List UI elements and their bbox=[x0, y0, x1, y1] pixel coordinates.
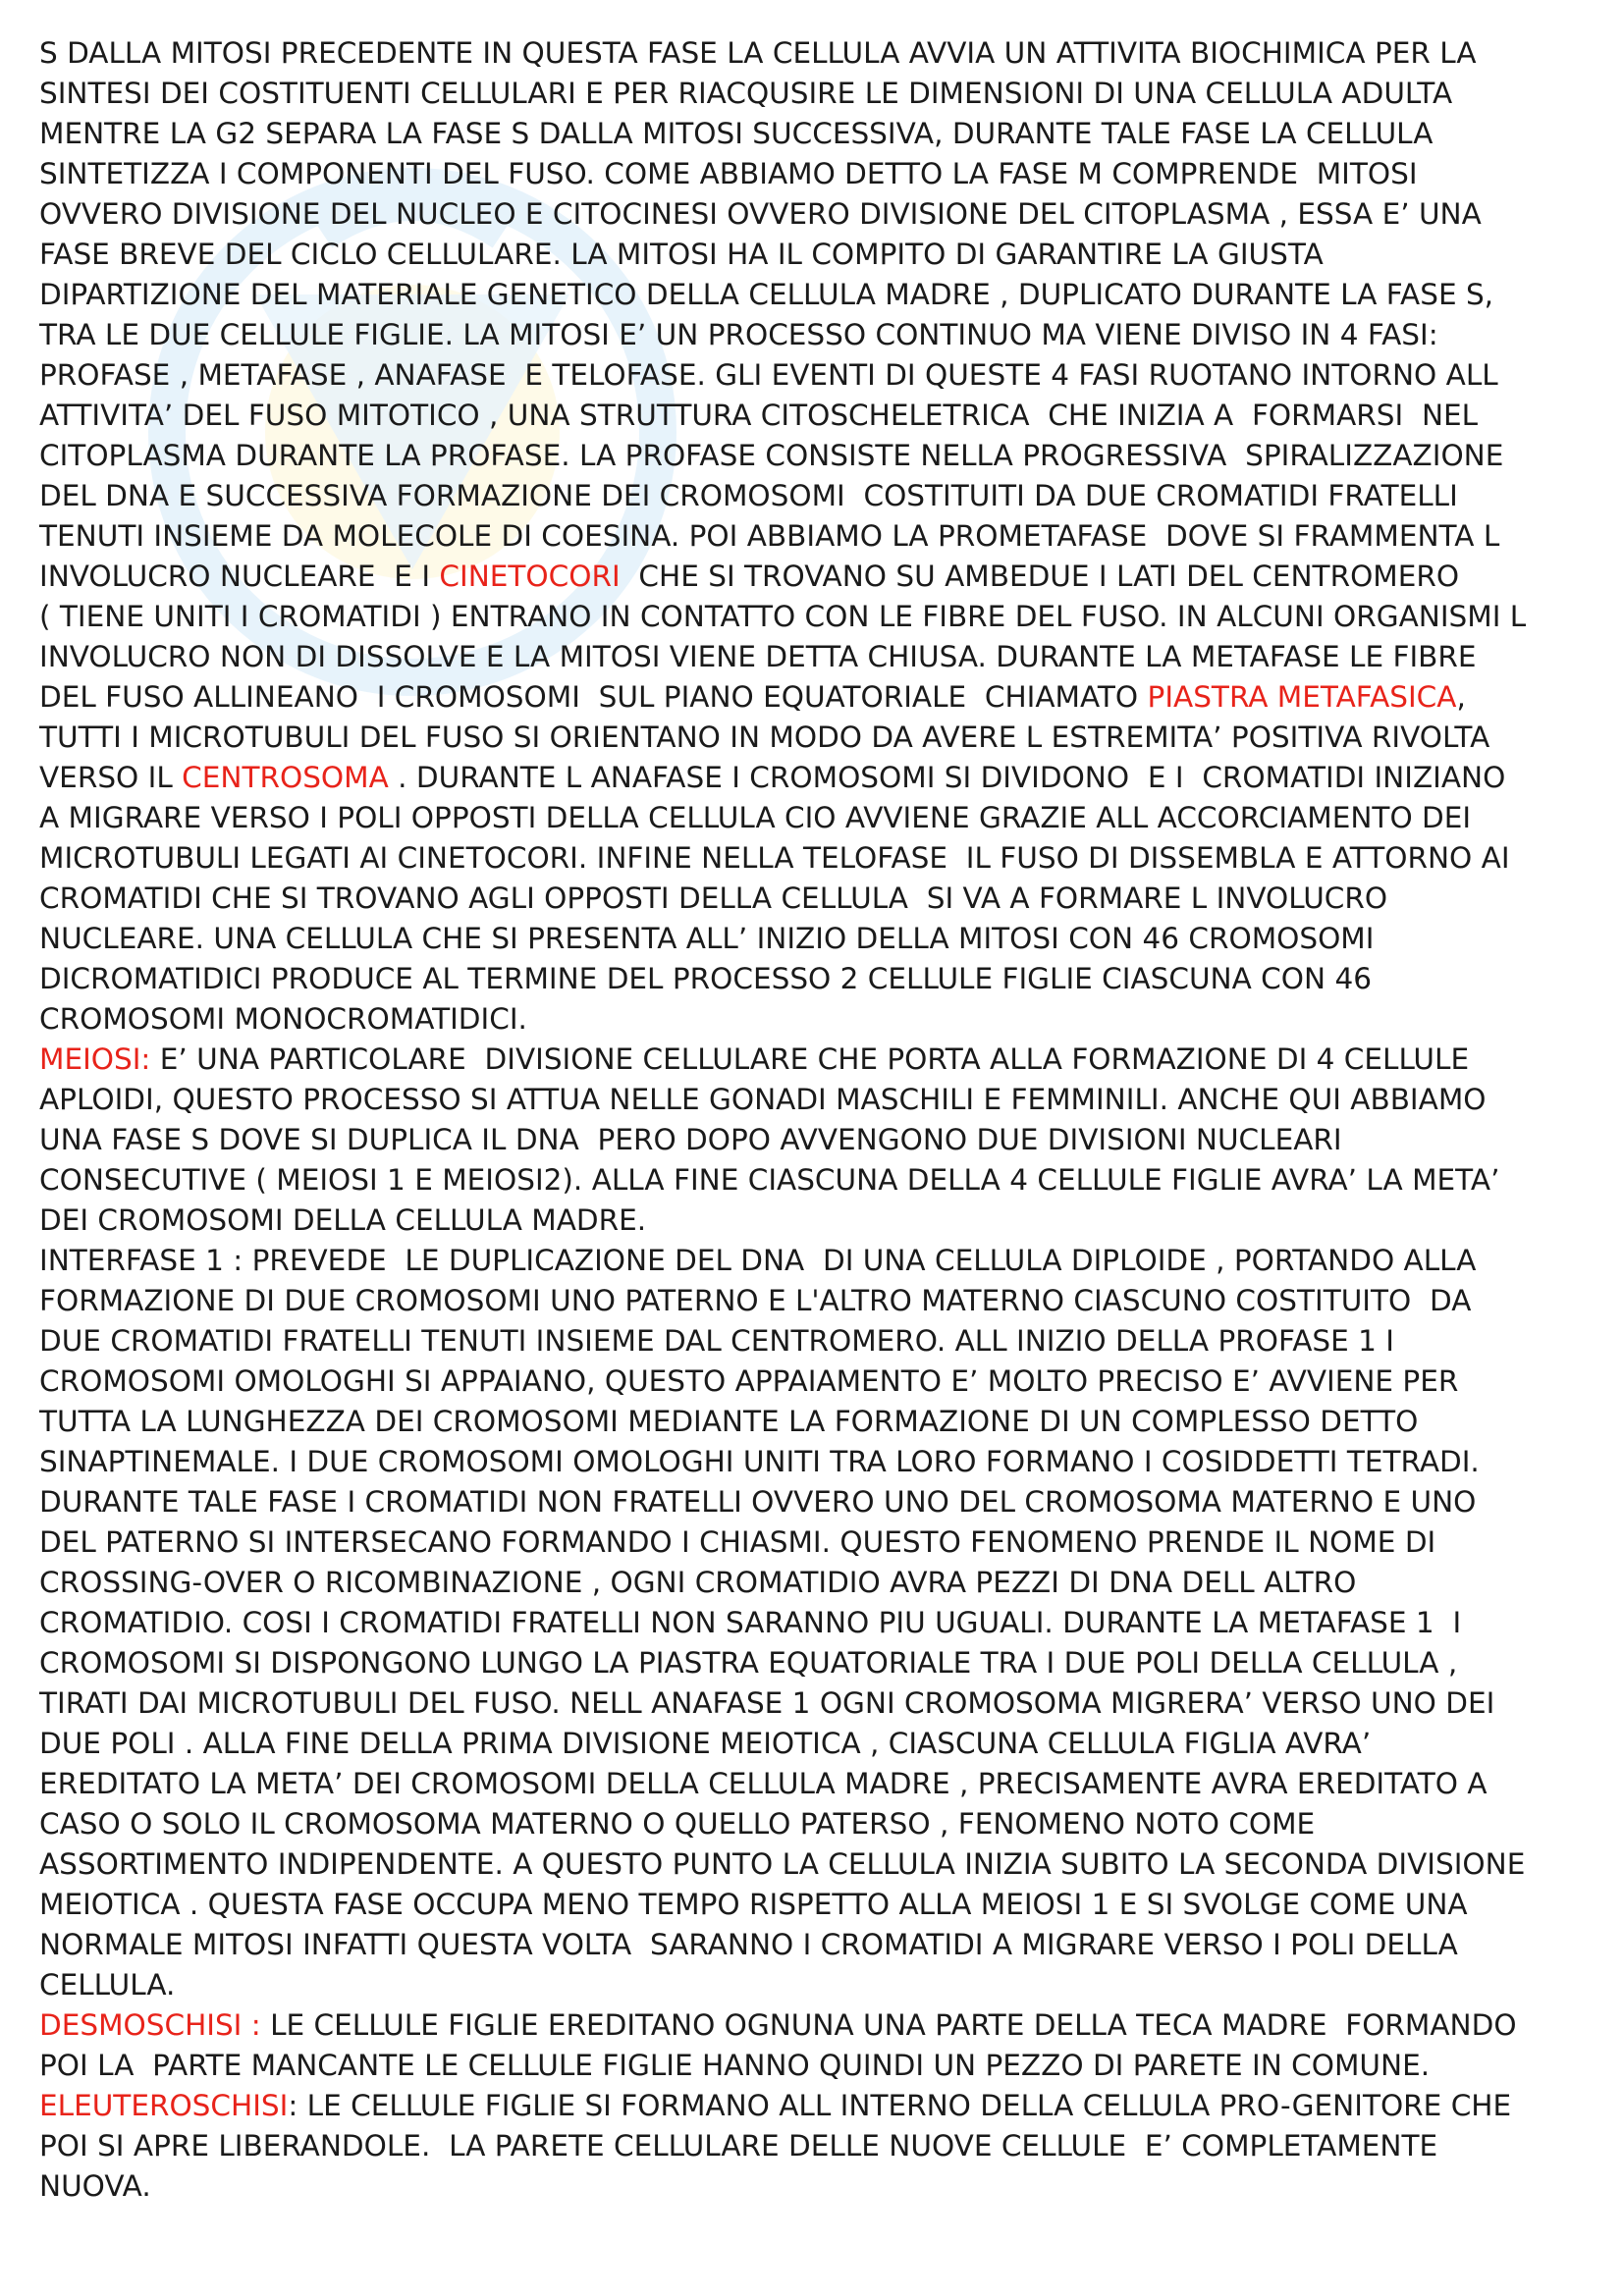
text-segment: DEL DNA E SUCCESSIVA FORMAZIONE DEI CROMOSOMI COSTITUITI DA DUE CROMATIDI FRATELLI bbox=[39, 479, 1458, 512]
text-segment: CONSECUTIVE ( MEIOSI 1 E MEIOSI2). ALLA FINE CIASCUNA DELLA 4 CELLULE FIGLIE AVRA’ LA META’ bbox=[39, 1163, 1500, 1197]
highlighted-term: DESMOSCHISI : bbox=[39, 2008, 261, 2042]
text-segment: INVOLUCRO NON DI DISSOLVE E LA MITOSI VIENE DETTA CHIUSA. DURANTE LA METAFASE LE FIBRE bbox=[39, 640, 1477, 673]
text-line bbox=[39, 476, 1600, 516]
highlighted-term: ELEUTEROSCHISI bbox=[39, 2089, 289, 2122]
text-segment: MICROTUBULI LEGATI AI CINETOCORI. INFINE NELLA TELOFASE IL FUSO DI DISSEMBLA E ATTORNO AI bbox=[39, 841, 1510, 875]
text-line bbox=[39, 718, 1600, 758]
text-line bbox=[39, 1040, 1600, 1080]
text-segment: DEI CROMOSOMI DELLA CELLULA MADRE. bbox=[39, 1203, 647, 1237]
text-segment: PROFASE , METAFASE , ANAFASE E TELOFASE. GLI EVENTI DI QUESTE 4 FASI RUOTANO INTORNO ALL bbox=[39, 358, 1498, 392]
text-segment: CITOPLASMA DURANTE LA PROFASE. LA PROFASE CONSISTE NELLA PROGRESSIVA SPIRALIZZAZIONE bbox=[39, 439, 1504, 472]
text-segment: , bbox=[1456, 680, 1466, 714]
text-line bbox=[39, 2126, 1600, 2166]
text-line bbox=[39, 33, 1600, 74]
text-line bbox=[39, 1241, 1600, 1281]
text-segment: DEL FUSO ALLINEANO I CROMOSOMI SUL PIANO EQUATORIALE CHIAMATO bbox=[39, 680, 1148, 714]
text-segment: DUE CROMATIDI FRATELLI TENUTI INSIEME DAL CENTROMERO. ALL INIZIO DELLA PROFASE 1 I bbox=[39, 1324, 1394, 1358]
text-segment: . DURANTE L ANAFASE I CROMOSOMI SI DIVIDONO E I CROMATIDI INIZIANO bbox=[388, 761, 1506, 794]
text-line bbox=[39, 2166, 1600, 2207]
text-line bbox=[39, 1925, 1600, 1965]
text-line bbox=[39, 74, 1600, 114]
text-segment: DICROMATIDICI PRODUCE AL TERMINE DEL PROCESSO 2 CELLULE FIGLIE CIASCUNA CON 46 bbox=[39, 962, 1372, 995]
text-segment: CROMATIDI CHE SI TROVANO AGLI OPPOSTI DELLA CELLULA SI VA A FORMARE L INVOLUCRO bbox=[39, 881, 1388, 915]
text-line bbox=[39, 1804, 1600, 1844]
text-segment: OVVERO DIVISIONE DEL NUCLEO E CITOCINESI OVVERO DIVISIONE DEL CITOPLASMA , ESSA E’ UNA bbox=[39, 197, 1482, 231]
text-line bbox=[39, 1362, 1600, 1402]
text-segment: TIRATI DAI MICROTUBULI DEL FUSO. NELL ANAFASE 1 OGNI CROMOSOMA MIGRERA’ VERSO UNO DEI bbox=[39, 1686, 1495, 1720]
text-segment: NUCLEARE. UNA CELLULA CHE SI PRESENTA ALL’ INIZIO DELLA MITOSI CON 46 CROMOSOMI bbox=[39, 922, 1375, 955]
text-segment: SINTETIZZA I COMPONENTI DEL FUSO. COME ABBIAMO DETTO LA FASE M COMPRENDE MITOSI bbox=[39, 157, 1418, 190]
text-segment: : LE CELLULE FIGLIE SI FORMANO ALL INTERNO DELLA CELLULA PRO-GENITORE CHE bbox=[288, 2089, 1512, 2122]
text-segment: FASE BREVE DEL CICLO CELLULARE. LA MITOSI HA IL COMPITO DI GARANTIRE LA GIUSTA bbox=[39, 238, 1324, 271]
text-segment: VERSO IL bbox=[39, 761, 183, 794]
highlighted-term: MEIOSI: bbox=[39, 1042, 151, 1076]
text-segment: NORMALE MITOSI INFATTI QUESTA VOLTA SARANNO I CROMATIDI A MIGRARE VERSO I POLI DELLA bbox=[39, 1928, 1458, 1961]
text-line bbox=[39, 959, 1600, 999]
text-line bbox=[39, 1120, 1600, 1160]
text-line bbox=[39, 355, 1600, 396]
text-segment: NUOVA. bbox=[39, 2169, 151, 2203]
text-segment: DEL PATERNO SI INTERSECANO FORMANDO I CHIASMI. QUESTO FENOMENO PRENDE IL NOME DI bbox=[39, 1525, 1436, 1559]
text-line bbox=[39, 1160, 1600, 1201]
text-segment: ( TIENE UNITI I CROMATIDI ) ENTRANO IN CONTATTO CON LE FIBRE DEL FUSO. IN ALCUNI ORGANISMI L bbox=[39, 600, 1527, 633]
text-line bbox=[39, 677, 1600, 718]
text-segment: CROMATIDIO. COSI I CROMATIDI FRATELLI NON SARANNO PIU UGUALI. DURANTE LA METAFASE 1 I bbox=[39, 1606, 1462, 1639]
text-segment: CASO O SOLO IL CROMOSOMA MATERNO O QUELLO PATERSO , FENOMENO NOTO COME bbox=[39, 1807, 1316, 1841]
text-segment: A MIGRARE VERSO I POLI OPPOSTI DELLA CELLULA CIO AVVIENE GRAZIE ALL ACCORCIAMENTO DEI bbox=[39, 801, 1472, 834]
text-line bbox=[39, 1885, 1600, 1925]
text-segment: CROMOSOMI OMOLOGHI SI APPAIANO, QUESTO APPAIAMENTO E’ MOLTO PRECISO E’ AVVIENE PER bbox=[39, 1364, 1459, 1398]
text-line bbox=[39, 1563, 1600, 1603]
text-line bbox=[39, 1643, 1600, 1683]
text-segment: LE CELLULE FIGLIE EREDITANO OGNUNA UNA PARTE DELLA TECA MADRE FORMANDO bbox=[260, 2008, 1517, 2042]
text-line bbox=[39, 999, 1600, 1040]
text-line bbox=[39, 275, 1600, 315]
text-line bbox=[39, 557, 1600, 597]
text-segment: SINAPTINEMALE. I DUE CROMOSOMI OMOLOGHI UNITI TRA LORO FORMANO I COSIDDETTI TETRADI. bbox=[39, 1445, 1480, 1478]
text-line bbox=[39, 597, 1600, 637]
text-segment: FORMAZIONE DI DUE CROMOSOMI UNO PATERNO E L'ALTRO MATERNO CIASCUNO COSTITUITO DA bbox=[39, 1284, 1472, 1317]
text-segment: INVOLUCRO NUCLEARE E I bbox=[39, 560, 440, 593]
text-line bbox=[39, 1402, 1600, 1442]
text-segment: APLOIDI, QUESTO PROCESSO SI ATTUA NELLE GONADI MASCHILI E FEMMINILI. ANCHE QUI ABBIAMO bbox=[39, 1083, 1487, 1116]
text-segment: S DALLA MITOSI PRECEDENTE IN QUESTA FASE LA CELLULA AVVIA UN ATTIVITA BIOCHIMICA PER LA bbox=[39, 36, 1477, 70]
text-line bbox=[39, 1201, 1600, 1241]
text-line bbox=[39, 879, 1600, 919]
text-segment: CROMOSOMI MONOCROMATIDICI. bbox=[39, 1002, 527, 1036]
text-segment: MEIOTICA . QUESTA FASE OCCUPA MENO TEMPO RISPETTO ALLA MEIOSI 1 E SI SVOLGE COME UNA bbox=[39, 1888, 1468, 1921]
text-line bbox=[39, 114, 1600, 154]
text-line bbox=[39, 1321, 1600, 1362]
text-line bbox=[39, 1442, 1600, 1482]
text-segment: TUTTI I MICROTUBULI DEL FUSO SI ORIENTANO IN MODO DA AVERE L ESTREMITA’ POSITIVA RIVOLTA bbox=[39, 721, 1490, 754]
text-line bbox=[39, 1080, 1600, 1120]
text-line bbox=[39, 1603, 1600, 1643]
text-line bbox=[39, 1281, 1600, 1321]
text-line bbox=[39, 1844, 1600, 1885]
text-line bbox=[39, 436, 1600, 476]
document-body bbox=[39, 33, 1600, 2207]
text-segment: DURANTE TALE FASE I CROMATIDI NON FRATELLI OVVERO UNO DEL CROMOSOMA MATERNO E UNO bbox=[39, 1485, 1477, 1519]
text-line bbox=[39, 919, 1600, 959]
text-segment: POI SI APRE LIBERANDOLE. LA PARETE CELLULARE DELLE NUOVE CELLULE E’ COMPLETAMENTE bbox=[39, 2129, 1438, 2163]
text-segment: UNA FASE S DOVE SI DUPLICA IL DNA PERO DOPO AVVENGONO DUE DIVISIONI NUCLEARI bbox=[39, 1123, 1342, 1156]
text-line bbox=[39, 758, 1600, 798]
text-line bbox=[39, 637, 1600, 677]
text-line bbox=[39, 1724, 1600, 1764]
text-segment: CROMOSOMI SI DISPONGONO LUNGO LA PIASTRA EQUATORIALE TRA I DUE POLI DELLA CELLULA , bbox=[39, 1646, 1458, 1680]
text-line bbox=[39, 396, 1600, 436]
text-segment: DUE POLI . ALLA FINE DELLA PRIMA DIVISIONE MEIOTICA , CIASCUNA CELLULA FIGLIA AVRA’ bbox=[39, 1727, 1372, 1760]
text-line bbox=[39, 1764, 1600, 1804]
text-line bbox=[39, 235, 1600, 275]
text-line bbox=[39, 1522, 1600, 1563]
text-segment: EREDITATO LA META’ DEI CROMOSOMI DELLA CELLULA MADRE , PRECISAMENTE AVRA EREDITATO A bbox=[39, 1767, 1488, 1800]
text-segment: ASSORTIMENTO INDIPENDENTE. A QUESTO PUNTO LA CELLULA INIZIA SUBITO LA SECONDA DIVISIONE bbox=[39, 1847, 1526, 1881]
highlighted-term: PIASTRA METAFASICA bbox=[1147, 680, 1457, 714]
text-segment: CELLULA. bbox=[39, 1968, 176, 2002]
text-line bbox=[39, 154, 1600, 194]
text-line bbox=[39, 315, 1600, 355]
highlighted-term: CINETOCORI bbox=[439, 560, 621, 593]
text-line bbox=[39, 2005, 1600, 2046]
text-segment: ATTIVITA’ DEL FUSO MITOTICO , UNA STRUTTURA CITOSCHELETRICA CHE INIZIA A FORMARSI NEL bbox=[39, 399, 1479, 432]
text-line bbox=[39, 798, 1600, 838]
text-segment: MENTRE LA G2 SEPARA LA FASE S DALLA MITOSI SUCCESSIVA, DURANTE TALE FASE LA CELLULA bbox=[39, 117, 1434, 150]
text-segment: INTERFASE 1 : PREVEDE LE DUPLICAZIONE DEL DNA DI UNA CELLULA DIPLOIDE , PORTANDO ALLA bbox=[39, 1244, 1477, 1277]
text-line bbox=[39, 2046, 1600, 2086]
text-segment: E’ UNA PARTICOLARE DIVISIONE CELLULARE CHE PORTA ALLA FORMAZIONE DI 4 CELLULE bbox=[150, 1042, 1470, 1076]
text-line bbox=[39, 1965, 1600, 2005]
text-segment: TUTTA LA LUNGHEZZA DEI CROMOSOMI MEDIANTE LA FORMAZIONE DI UN COMPLESSO DETTO bbox=[39, 1405, 1419, 1438]
text-segment: TENUTI INSIEME DA MOLECOLE DI COESINA. POI ABBIAMO LA PROMETAFASE DOVE SI FRAMMENTA L bbox=[39, 519, 1500, 553]
highlighted-term: CENTROSOMA bbox=[182, 761, 389, 794]
text-segment: TRA LE DUE CELLULE FIGLIE. LA MITOSI E’ UN PROCESSO CONTINUO MA VIENE DIVISO IN 4 FASI: bbox=[39, 318, 1438, 351]
text-line bbox=[39, 194, 1600, 235]
text-segment: CROSSING-OVER O RICOMBINAZIONE , OGNI CROMATIDIO AVRA PEZZI DI DNA DELL ALTRO bbox=[39, 1566, 1357, 1599]
text-line bbox=[39, 1482, 1600, 1522]
text-line bbox=[39, 516, 1600, 557]
text-line bbox=[39, 838, 1600, 879]
text-segment: CHE SI TROVANO SU AMBEDUE I LATI DEL CENTROMERO bbox=[620, 560, 1460, 593]
text-segment: SINTESI DEI COSTITUENTI CELLULARI E PER RIACQUSIRE LE DIMENSIONI DI UNA CELLULA ADULTA bbox=[39, 77, 1453, 110]
text-segment: POI LA PARTE MANCANTE LE CELLULE FIGLIE HANNO QUINDI UN PEZZO DI PARETE IN COMUNE. bbox=[39, 2049, 1431, 2082]
text-line bbox=[39, 2086, 1600, 2126]
text-line bbox=[39, 1683, 1600, 1724]
text-segment: DIPARTIZIONE DEL MATERIALE GENETICO DELLA CELLULA MADRE , DUPLICATO DURANTE LA FASE S, bbox=[39, 278, 1494, 311]
